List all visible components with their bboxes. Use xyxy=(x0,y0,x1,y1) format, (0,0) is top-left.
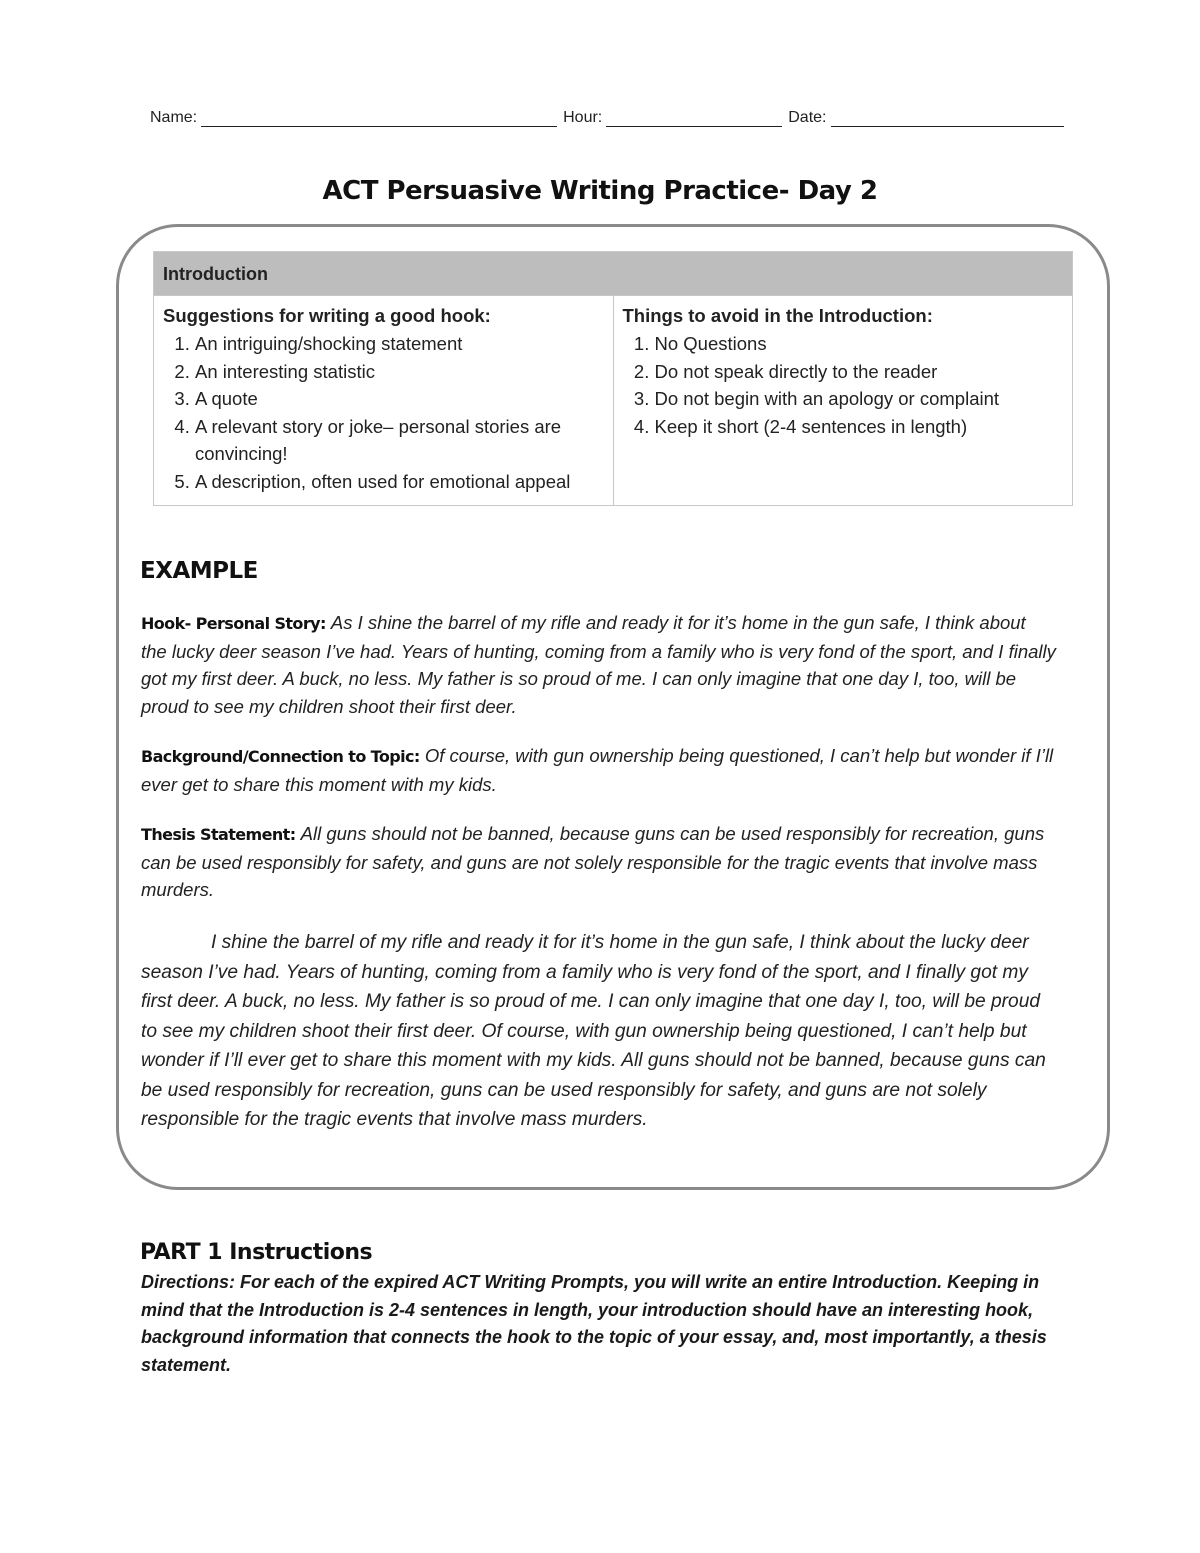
avoid-list xyxy=(623,330,1064,440)
background-text: Of course, with gun ownership being questioned, I can’t help but wonder if I’ll ever get to share this moment with my kids. xyxy=(141,745,1054,795)
list-item: 3. A quote xyxy=(195,385,604,413)
list-item: 2. An interesting statistic xyxy=(195,358,604,386)
date-blank[interactable] xyxy=(831,108,1065,127)
thesis-paragraph xyxy=(141,820,1056,904)
list-item: 1. An intriguing/shocking statement xyxy=(195,330,604,358)
hook-suggestions-title: Suggestions for writing a good hook: xyxy=(163,305,491,326)
hour-label: Hour: xyxy=(563,109,603,126)
thesis-label: Thesis Statement: xyxy=(141,825,296,844)
hook-text: As I shine the barrel of my rifle and ready it for it’s home in the gun safe, I think about the lucky deer season I’ve had. Years of hunting, coming from a family who is very fond of the sport, and I finally got my first deer. A buck, no less. My father is so proud of me. I can only imagine that one day I, too, will be proud to see my children shoot their first deer. xyxy=(141,612,1056,717)
example-heading: EXAMPLE xyxy=(140,558,258,584)
name-label: Name: xyxy=(150,109,198,126)
background-label: Background/Connection to Topic: xyxy=(141,747,420,766)
list-item: 4. A relevant story or joke– personal stories are convincing! xyxy=(195,413,604,468)
student-info-header xyxy=(150,108,1064,127)
thesis-text: All guns should not be banned, because guns can be used responsibly for recreation, guns can be used responsibly for safety, and guns are not solely responsible for the tragic events that involve mass murders. xyxy=(141,823,1045,900)
list-item: 3. Do not begin with an apology or complaint xyxy=(655,385,1064,413)
introduction-table-heading: Introduction xyxy=(154,252,1073,296)
list-item: 2. Do not speak directly to the reader xyxy=(655,358,1064,386)
list-item: 1. No Questions xyxy=(655,330,1064,358)
avoid-cell xyxy=(613,296,1073,506)
avoid-title: Things to avoid in the Introduction: xyxy=(622,305,933,326)
page-title: ACT Persuasive Writing Practice- Day 2 xyxy=(322,176,878,206)
hook-suggestions-list xyxy=(163,330,604,495)
part1-directions: Directions: For each of the expired ACT Writing Prompts, you will write an entire Introduction. Keeping in mind that the Introduction is 2-4 sentences in length, your introduction should have an interesting hook, background information that connects the hook to the topic of your essay, and, most importantly, a thesis statement. xyxy=(141,1272,1047,1375)
name-blank[interactable] xyxy=(201,108,557,127)
list-item: 4. Keep it short (2-4 sentences in length) xyxy=(655,413,1064,441)
list-item: 5. A description, often used for emotional appeal xyxy=(195,468,604,496)
part1-heading: PART 1 Instructions xyxy=(140,1240,373,1265)
hour-blank[interactable] xyxy=(606,108,782,127)
hook-suggestions-cell xyxy=(154,296,614,506)
example-full-introduction: I shine the barrel of my rifle and ready it for it’s home in the gun safe, I think about the lucky deer season I’ve had. Years of hunting, coming from a family who is very fond of the sport, and I finally got my first deer. A buck, no less. My father is so proud of me. I can only imagine that one day I, too, will be proud to see my children shoot their first deer. Of course, with gun ownership being questioned, I can’t help but wonder if I’ll ever get to share this moment with my kids. All guns should not be banned, because guns can be used responsibly for recreation, guns can be used responsibly for safety, and guns are not solely responsible for the tragic events that involve mass murders. xyxy=(141,932,1046,1130)
hook-label: Hook- Personal Story: xyxy=(141,614,326,633)
introduction-table xyxy=(153,251,1073,506)
background-paragraph xyxy=(141,742,1056,798)
hook-paragraph xyxy=(141,609,1056,720)
date-label: Date: xyxy=(788,109,827,126)
